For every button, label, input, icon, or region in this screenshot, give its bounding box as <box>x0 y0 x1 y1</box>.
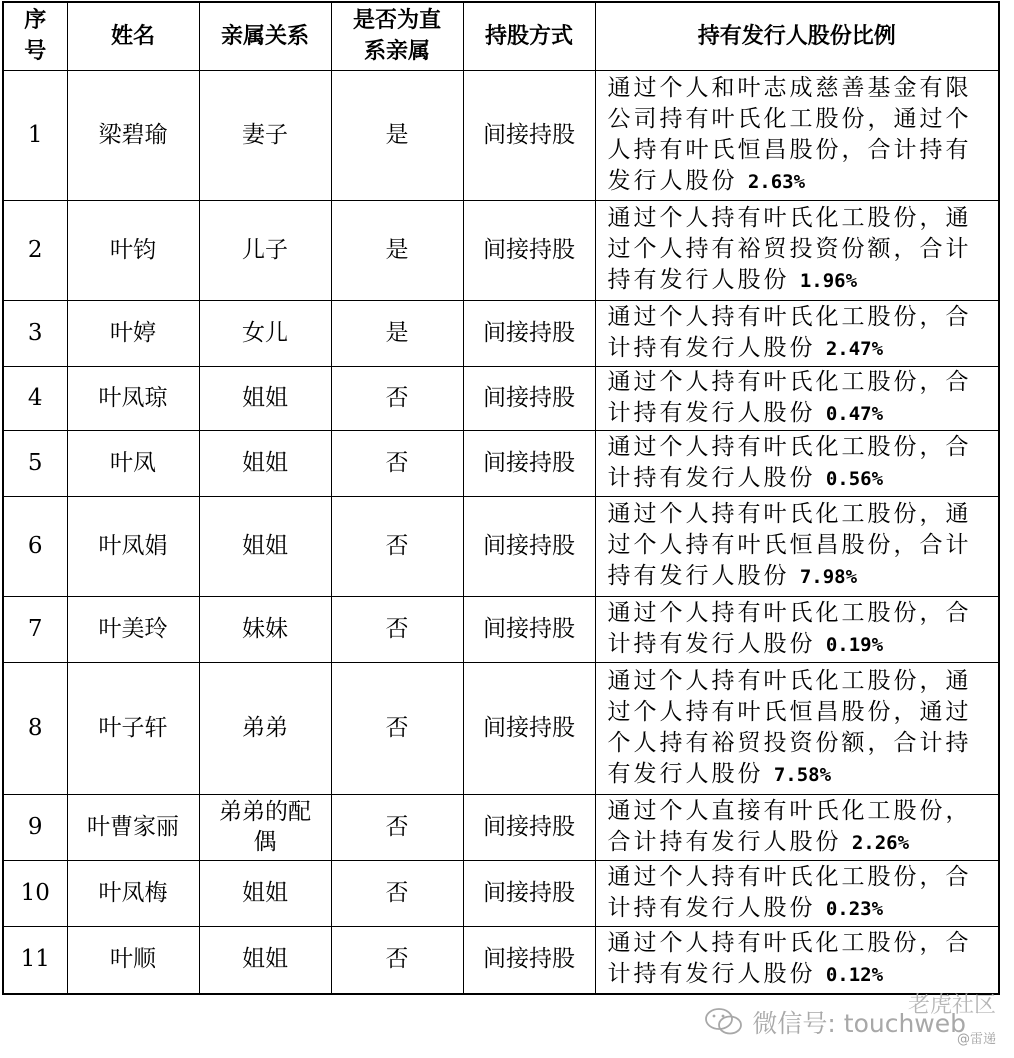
cell-ratio <box>595 300 999 366</box>
ratio-description: 通过个人持有叶氏化工股份，合计持有发行人股份 <box>607 303 972 361</box>
ratio-description: 通过个人持有叶氏化工股份，通过个人持有裕贸投资份额，合计持有发行人股份 <box>607 205 972 293</box>
ratio-description: 通过个人直接有叶氏化工股份，合计持有发行人股份 <box>607 797 972 855</box>
cell-index: 5 <box>3 430 67 496</box>
cell-method: 间接持股 <box>463 366 595 430</box>
cell-method: 间接持股 <box>463 860 595 926</box>
cell-name: 叶美玲 <box>67 596 199 662</box>
cell-direct: 否 <box>331 860 463 926</box>
ratio-description: 通过个人持有叶氏化工股份，合计持有发行人股份 <box>607 863 972 921</box>
cell-index: 1 <box>3 70 67 200</box>
ratio-description: 通过个人持有叶氏化工股份，合计持有发行人股份 <box>607 433 972 491</box>
cell-relation: 姐姐 <box>199 366 331 430</box>
table-row <box>3 300 999 366</box>
cell-relation: 弟弟的配偶 <box>199 794 331 860</box>
cell-method: 间接持股 <box>463 70 595 200</box>
cell-index: 2 <box>3 200 67 300</box>
cell-method: 间接持股 <box>463 926 595 994</box>
table-row <box>3 430 999 496</box>
cell-name: 叶婷 <box>67 300 199 366</box>
ratio-percent: 0.47% <box>825 402 884 425</box>
cell-relation: 妹妹 <box>199 596 331 662</box>
cell-ratio <box>595 366 999 430</box>
cell-index: 8 <box>3 662 67 794</box>
ratio-percent: 2.26% <box>851 831 910 854</box>
cell-relation: 姐姐 <box>199 926 331 994</box>
cell-ratio <box>595 496 999 596</box>
cell-direct: 否 <box>331 662 463 794</box>
header-method: 持股方式 <box>463 2 595 70</box>
ratio-percent: 7.58% <box>773 763 832 786</box>
cell-ratio <box>595 662 999 794</box>
cell-name: 梁碧瑜 <box>67 70 199 200</box>
header-name: 姓名 <box>67 2 199 70</box>
cell-name: 叶钧 <box>67 200 199 300</box>
cell-method: 间接持股 <box>463 662 595 794</box>
cell-name: 叶顺 <box>67 926 199 994</box>
cell-method: 间接持股 <box>463 430 595 496</box>
ratio-description: 通过个人持有叶氏化工股份，合计持有发行人股份 <box>607 368 972 426</box>
cell-relation: 妻子 <box>199 70 331 200</box>
cell-index: 11 <box>3 926 67 994</box>
cell-direct: 是 <box>331 200 463 300</box>
cell-ratio <box>595 430 999 496</box>
table-row <box>3 794 999 860</box>
watermark-wechat-id: 微信号: touchweb <box>752 1009 966 1038</box>
cell-direct: 是 <box>331 300 463 366</box>
cell-relation: 女儿 <box>199 300 331 366</box>
cell-relation: 儿子 <box>199 200 331 300</box>
ratio-percent: 7.98% <box>799 566 858 588</box>
cell-name: 叶凤梅 <box>67 860 199 926</box>
ratio-percent: 0.19% <box>825 633 884 656</box>
cell-direct: 否 <box>331 926 463 994</box>
cell-method: 间接持股 <box>463 596 595 662</box>
header-direct: 是否为直 系亲属 <box>331 2 463 70</box>
cell-index: 4 <box>3 366 67 430</box>
cell-relation: 姐姐 <box>199 860 331 926</box>
ratio-description: 通过个人持有叶氏化工股份，合计持有发行人股份 <box>607 930 972 988</box>
ratio-description: 通过个人持有叶氏化工股份，通过个人持有叶氏恒昌股份，合计持有发行人股份 <box>607 501 972 589</box>
cell-ratio <box>595 200 999 300</box>
ratio-percent: 0.56% <box>825 467 884 490</box>
cell-method: 间接持股 <box>463 300 595 366</box>
ratio-description: 通过个人持有叶氏化工股份，合计持有发行人股份 <box>607 599 972 657</box>
table-row <box>3 366 999 430</box>
cell-direct: 否 <box>331 794 463 860</box>
header-ratio: 持有发行人股份比例 <box>595 2 999 70</box>
cell-name: 叶凤 <box>67 430 199 496</box>
header-index: 序 号 <box>3 2 67 70</box>
cell-ratio <box>595 794 999 860</box>
cell-direct: 否 <box>331 366 463 430</box>
ratio-description: 通过个人和叶志成慈善基金有限公司持有叶氏化工股份，通过个人持有叶氏恒昌股份，合计持有发行人股份 <box>607 74 972 194</box>
cell-method: 间接持股 <box>463 496 595 596</box>
cell-ratio <box>595 860 999 926</box>
table-row <box>3 200 999 300</box>
cell-method: 间接持股 <box>463 794 595 860</box>
cell-method: 间接持股 <box>463 200 595 300</box>
cell-direct: 否 <box>331 596 463 662</box>
wechat-icon <box>704 1006 744 1036</box>
cell-index: 3 <box>3 300 67 366</box>
ratio-percent: 0.23% <box>825 897 884 920</box>
watermark-tag: @雷递 <box>956 1032 996 1047</box>
table-row <box>3 926 999 994</box>
cell-name: 叶凤琼 <box>67 366 199 430</box>
cell-name: 叶凤娟 <box>67 496 199 596</box>
cell-relation: 姐姐 <box>199 430 331 496</box>
cell-ratio <box>595 926 999 994</box>
table-row <box>3 596 999 662</box>
ratio-percent: 0.12% <box>825 964 884 987</box>
cell-direct: 是 <box>331 70 463 200</box>
ratio-percent: 2.47% <box>825 337 884 360</box>
cell-name: 叶子轩 <box>67 662 199 794</box>
cell-ratio <box>595 70 999 200</box>
cell-relation: 姐姐 <box>199 496 331 596</box>
shareholding-table <box>2 1 1000 995</box>
watermark <box>696 988 996 1048</box>
cell-index: 9 <box>3 794 67 860</box>
watermark-top: 老虎社区 <box>907 993 996 1018</box>
ratio-percent: 2.63% <box>747 170 806 193</box>
ratio-percent: 1.96% <box>799 270 858 292</box>
table-row <box>3 70 999 200</box>
header-relation: 亲属关系 <box>199 2 331 70</box>
cell-direct: 否 <box>331 430 463 496</box>
cell-index: 10 <box>3 860 67 926</box>
header-row <box>3 2 999 70</box>
cell-relation: 弟弟 <box>199 662 331 794</box>
cell-ratio <box>595 596 999 662</box>
table-row <box>3 662 999 794</box>
table-row <box>3 860 999 926</box>
cell-index: 7 <box>3 596 67 662</box>
cell-name: 叶曹家丽 <box>67 794 199 860</box>
cell-direct: 否 <box>331 496 463 596</box>
ratio-description: 通过个人持有叶氏化工股份，通过个人持有叶氏恒昌股份，通过个人持有裕贸投资份额，合计持有发行人股份 <box>607 667 972 787</box>
table-row <box>3 496 999 596</box>
cell-index: 6 <box>3 496 67 596</box>
